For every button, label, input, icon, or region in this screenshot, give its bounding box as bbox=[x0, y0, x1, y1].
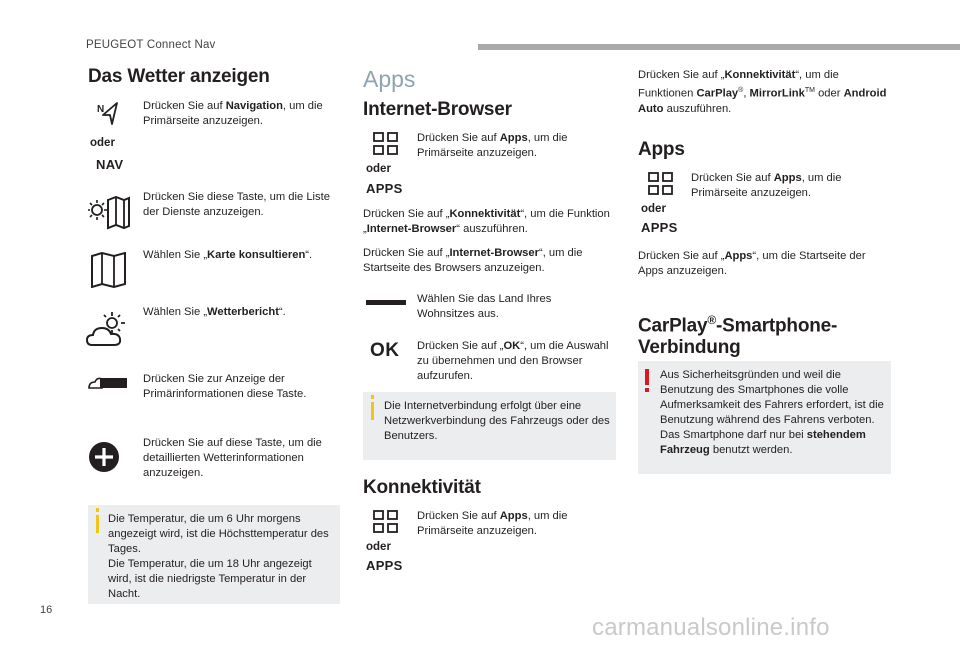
step-services: Drücken Sie diese Taste, um die Liste der Dienste anzuzeigen. bbox=[143, 191, 330, 218]
page-number: 16 bbox=[40, 604, 53, 616]
apps-grid-icon bbox=[647, 171, 675, 197]
warning-note-carplay bbox=[638, 361, 891, 474]
map-services-icon bbox=[88, 196, 130, 230]
note-text: Die Internetverbindung erfolgt über eine Netzwerkverbindung des Fahrzeugs oder des Benutzers. bbox=[384, 400, 610, 442]
step-apps-connectivity: Drücken Sie auf Apps, um die Primärseite anzuzeigen. bbox=[417, 510, 568, 537]
info-icon bbox=[96, 508, 99, 512]
note-text: Die Temperatur, die um 6 Uhr morgens angezeigt wird, ist die Höchsttemperatur des Tages. Die Temperatur, die um 18 Uhr angezeigt wird, ist die niedrigste Temperatur in der Nacht. bbox=[108, 513, 329, 600]
step-internet-browser: Drücken Sie auf „Internet-Browser“, um die Startseite des Browsers anzuzeigen. bbox=[363, 247, 583, 274]
apps-grid-icon bbox=[372, 509, 400, 535]
chapter-title: Apps bbox=[363, 66, 416, 92]
section-title-internet-browser: Internet-Browser bbox=[363, 99, 512, 120]
section-title-apps: Apps bbox=[638, 139, 685, 160]
step-connectivity-functions: Drücken Sie auf „Konnektivität“, um die Funktionen CarPlay®, MirrorLink™ oder Android Auto auszuführen. bbox=[638, 69, 887, 115]
header-bar bbox=[478, 44, 960, 50]
svg-text:N: N bbox=[97, 104, 105, 115]
or-label: oder bbox=[90, 137, 115, 149]
or-label: oder bbox=[641, 203, 666, 215]
section-title-weather: Das Wetter anzeigen bbox=[88, 66, 270, 87]
step-detailed-info: Drücken Sie auf diese Taste, um die detaillierten Wetterinformationen anzuzeigen. bbox=[143, 437, 322, 479]
weather-icon bbox=[86, 311, 128, 349]
apps-key-label: APPS bbox=[641, 220, 678, 235]
ok-key-label: OK bbox=[370, 340, 400, 361]
info-note-internet bbox=[363, 392, 616, 460]
map-icon bbox=[90, 252, 128, 288]
warning-text: Aus Sicherheitsgründen und weil die Benutzung des Smartphones die volle Aufmerksamkeit des Fahrers erfordert, ist die Benutzung während des Fahrens verboten. Das Smartphone darf nur bei stehendem Fahrzeug benutzt werden. bbox=[660, 369, 884, 456]
plus-details-icon bbox=[88, 441, 120, 473]
apps-grid-icon bbox=[372, 131, 400, 157]
step-apps-start: Drücken Sie auf „Apps“, um die Startseite der Apps anzuzeigen. bbox=[638, 250, 866, 277]
step-select-country: Wählen Sie das Land Ihres Wohnsitzes aus. bbox=[417, 293, 552, 320]
step-primary-info: Drücken Sie zur Anzeige der Primärinformationen diese Taste. bbox=[143, 373, 307, 400]
step-ok: Drücken Sie auf „OK“, um die Auswahl zu übernehmen und den Browser aufzurufen. bbox=[417, 340, 609, 382]
apps-key-label: APPS bbox=[366, 558, 403, 573]
country-list-key-icon bbox=[366, 299, 406, 307]
navigation-arrow-icon bbox=[97, 100, 123, 130]
step-weather-report: Wählen Sie „Wetterbericht“. bbox=[143, 306, 286, 318]
step-navigation: Drücken Sie auf Navigation, um die Primärseite anzuzeigen. bbox=[143, 100, 323, 127]
running-header: PEUGEOT Connect Nav bbox=[86, 39, 216, 51]
watermark: carmanualsonline.info bbox=[592, 614, 830, 641]
apps-key-label: APPS bbox=[366, 181, 403, 196]
step-apps: Drücken Sie auf Apps, um die Primärseite anzuzeigen. bbox=[691, 172, 842, 199]
section-title-carplay: CarPlay®-Smartphone- Verbindung bbox=[638, 313, 838, 359]
weather-info-key-icon bbox=[88, 376, 128, 390]
warning-icon bbox=[645, 369, 649, 385]
or-label: oder bbox=[366, 163, 391, 175]
or-label: oder bbox=[366, 541, 391, 553]
step-consult-map: Wählen Sie „Karte konsultieren“. bbox=[143, 249, 313, 261]
section-title-connectivity: Konnektivität bbox=[363, 477, 481, 498]
info-icon bbox=[371, 395, 374, 399]
step-connectivity-browser: Drücken Sie auf „Konnektivität“, um die Funktion „Internet-Browser“ auszuführen. bbox=[363, 208, 610, 235]
info-note-temperature bbox=[88, 505, 340, 604]
step-apps: Drücken Sie auf Apps, um die Primärseite anzuzeigen. bbox=[417, 132, 568, 159]
nav-key-label: NAV bbox=[96, 157, 124, 172]
